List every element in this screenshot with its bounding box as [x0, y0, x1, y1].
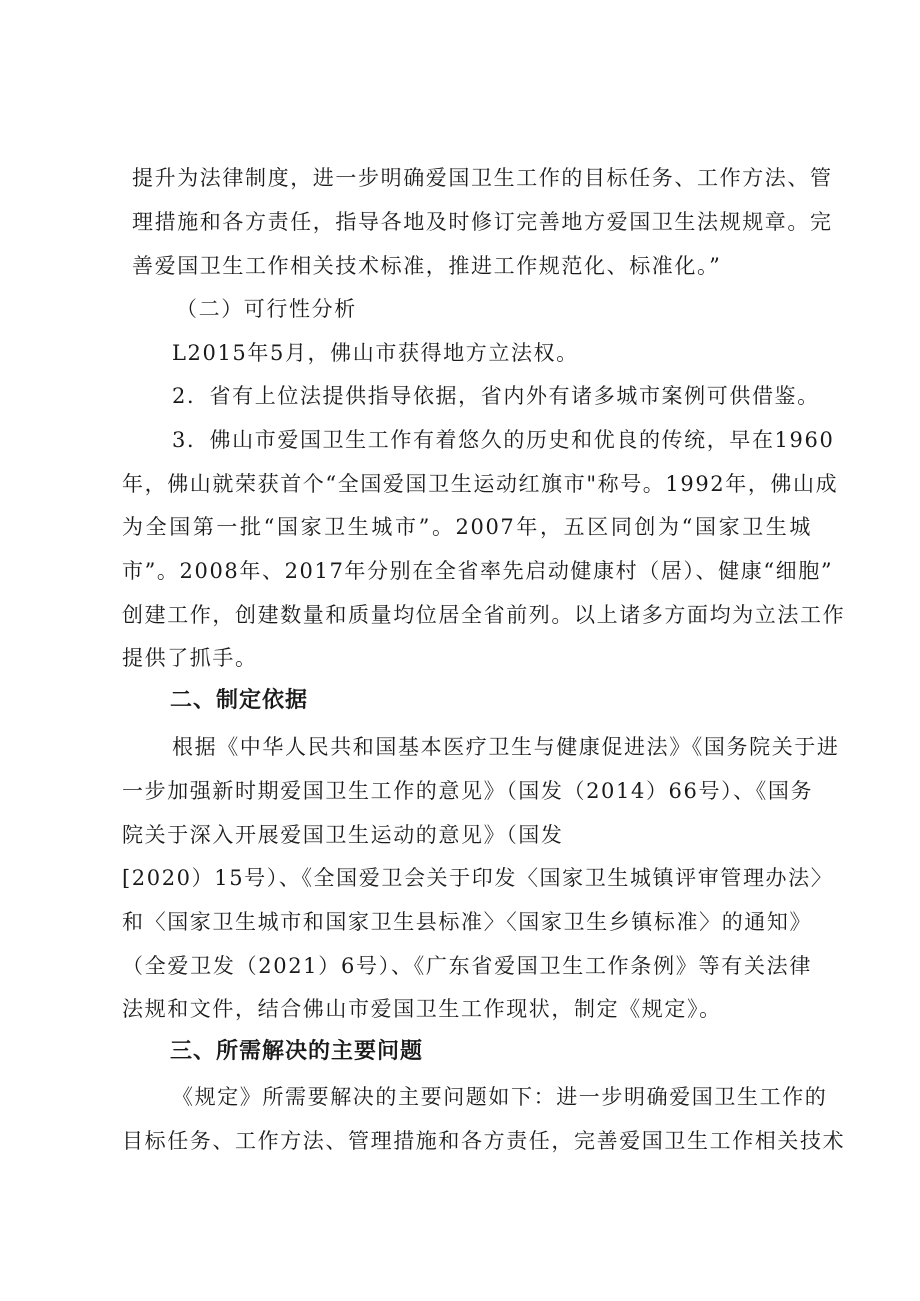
section-heading-basis: 二、制定依据 [170, 688, 309, 713]
feasibility-item-3-line: 为全国第一批“国家卫生城市”。2007年，五区同创为“国家卫生城 [122, 515, 812, 539]
basis-line: 根据《中华人民共和国基本医疗卫生与健康促进法》《国务院关于进 [172, 735, 840, 759]
basis-line: [2020）15号）、《全国爱卫会关于印发〈国家卫生城镇评审管理办法〉 [122, 866, 834, 890]
feasibility-item-3-line: 3．佛山市爱国卫生工作有着悠久的历史和优良的传统，早在1960 [172, 428, 835, 452]
paragraph-line: 善爱国卫生工作相关技术标准，推进工作规范化、标准化。” [132, 254, 722, 278]
issues-line: 《规定》所需要解决的主要问题如下：进一步明确爱国卫生工作的 [172, 1085, 828, 1109]
feasibility-item-3-line: 年，佛山就荣获首个“全国爱国卫生运动红旗市"称号。1992年，佛山成 [122, 472, 839, 496]
subheading-feasibility: （二）可行性分析 [176, 297, 357, 321]
basis-line: 和〈国家卫生城市和国家卫生县标准〉〈国家卫生乡镇标准〉的通知》 [122, 910, 813, 934]
paragraph-line: 理措施和各方责任，指导各地及时修订完善地方爱国卫生法规规章。完 [132, 210, 833, 234]
feasibility-item-3-line: 市”。2008年、2017年分别在全省率先启动健康村（居）、健康“细胞” [122, 559, 834, 583]
basis-line: 法规和文件，结合佛山市爱国卫生工作现状，制定《规定》。 [122, 997, 722, 1021]
basis-line: 院关于深入开展爱国卫生运动的意见》（国发 [122, 823, 564, 847]
feasibility-item-3-line: 提供了抓手。 [122, 646, 258, 670]
feasibility-item-1: L2015年5月，佛山市获得地方立法权。 [172, 341, 579, 365]
feasibility-item-3-line: 创建工作，创建数量和质量均位居全省前列。以上诸多方面均为立法工作 [122, 603, 846, 627]
issues-line: 目标任务、工作方法、管理措施和各方责任，完善爱国卫生工作相关技术 [122, 1129, 846, 1153]
paragraph-line: 提升为法律制度，进一步明确爱国卫生工作的目标任务、工作方法、管 [132, 166, 833, 190]
feasibility-item-2: 2．省有上位法提供指导依据，省内外有诸多城市案例可供借鉴。 [172, 384, 820, 408]
basis-line: 一步加强新时期爱国卫生工作的意见》（国发（2014）66号）、《国务 [122, 779, 814, 803]
section-heading-main-issues: 三、所需解决的主要问题 [170, 1039, 424, 1064]
basis-line: （全爱卫发（2021）6号）、《广东省爱国卫生工作条例》等有关法律 [122, 954, 812, 978]
